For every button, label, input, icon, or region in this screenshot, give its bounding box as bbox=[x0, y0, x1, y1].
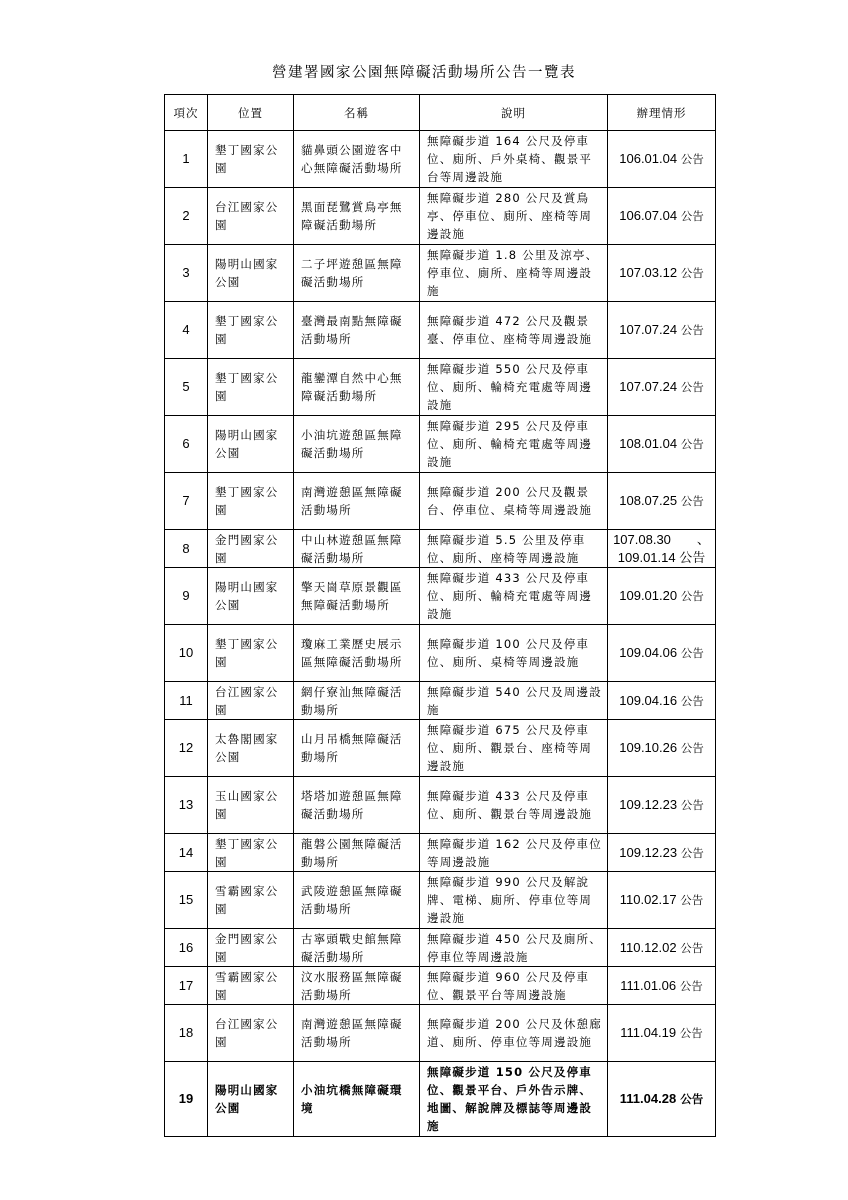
row-location: 台江國家公園 bbox=[208, 1005, 294, 1062]
row-description: 無障礙步道 675 公尺及停車位、廁所、觀景台、座椅等周邊設施 bbox=[420, 720, 608, 777]
status-date: 109.04.16 bbox=[619, 692, 678, 708]
row-no: 17 bbox=[165, 967, 208, 1005]
status-suffix: 公告 bbox=[680, 589, 704, 603]
row-name: 中山林遊憩區無障礙活動場所 bbox=[294, 530, 420, 568]
row-description: 無障礙步道 150 公尺及停車位、觀景平台、戶外告示牌、地圖、解說牌及標誌等周邊設施 bbox=[420, 1062, 608, 1137]
row-status bbox=[608, 245, 716, 302]
row-location: 陽明山國家公園 bbox=[208, 1062, 294, 1137]
row-no: 19 bbox=[165, 1062, 208, 1137]
row-location: 墾丁國家公園 bbox=[208, 131, 294, 188]
row-location: 陽明山國家公園 bbox=[208, 416, 294, 473]
row-location: 墾丁國家公園 bbox=[208, 834, 294, 872]
table-row bbox=[165, 967, 716, 1005]
status-date: 109.01.20 bbox=[619, 588, 678, 603]
row-location: 雪霸國家公園 bbox=[208, 967, 294, 1005]
row-location: 墾丁國家公園 bbox=[208, 473, 294, 530]
table-row bbox=[165, 1062, 716, 1137]
status-date: 110.12.02 bbox=[619, 939, 677, 955]
row-description: 無障礙步道 295 公尺及停車位、廁所、輪椅充電處等周邊設施 bbox=[420, 416, 608, 473]
status-suffix: 公告 bbox=[680, 1092, 704, 1106]
status-date: 106.01.04 bbox=[619, 151, 678, 166]
row-description: 無障礙步道 280 公尺及賞鳥亭、停車位、廁所、座椅等周邊設施 bbox=[420, 188, 608, 245]
row-name: 瓊麻工業歷史展示區無障礙活動場所 bbox=[294, 625, 420, 682]
status-date: 111.04.19 bbox=[620, 1025, 677, 1040]
table-row bbox=[165, 530, 716, 568]
row-status bbox=[608, 625, 716, 682]
row-status bbox=[608, 1062, 716, 1137]
status-suffix: 公告 bbox=[680, 893, 704, 907]
row-name: 臺灣最南點無障礙活動場所 bbox=[294, 302, 420, 359]
table-row bbox=[165, 777, 716, 834]
row-no: 10 bbox=[165, 625, 208, 682]
row-description: 無障礙步道 164 公尺及停車位、廁所、戶外桌椅、觀景平台等周邊設施 bbox=[420, 131, 608, 188]
table-row bbox=[165, 872, 716, 929]
row-no: 5 bbox=[165, 359, 208, 416]
row-location: 墾丁國家公園 bbox=[208, 625, 294, 682]
row-status bbox=[608, 929, 716, 967]
row-status bbox=[608, 473, 716, 530]
row-description: 無障礙步道 540 公尺及周邊設施 bbox=[420, 682, 608, 720]
row-name: 山月吊橋無障礙活動場所 bbox=[294, 720, 420, 777]
row-status bbox=[608, 302, 716, 359]
status-suffix: 公告 bbox=[680, 323, 704, 337]
table-row bbox=[165, 473, 716, 530]
row-location: 陽明山國家公園 bbox=[208, 245, 294, 302]
table-row bbox=[165, 834, 716, 872]
row-no: 8 bbox=[165, 530, 208, 568]
row-no: 11 bbox=[165, 682, 208, 720]
row-no: 7 bbox=[165, 473, 208, 530]
row-no: 2 bbox=[165, 188, 208, 245]
row-status bbox=[608, 720, 716, 777]
status-suffix: 公告 bbox=[680, 152, 704, 166]
header-status: 辦理情形 bbox=[608, 95, 716, 131]
row-name: 網仔寮汕無障礙活動場所 bbox=[294, 682, 420, 720]
row-status bbox=[608, 188, 716, 245]
status-date: 111.01.06 bbox=[620, 977, 677, 993]
table-row bbox=[165, 720, 716, 777]
status-suffix: 公告 bbox=[680, 437, 704, 451]
row-name: 龍磐公園無障礙活動場所 bbox=[294, 834, 420, 872]
status-suffix: 公告 bbox=[680, 693, 704, 708]
row-name: 汶水服務區無障礙活動場所 bbox=[294, 967, 420, 1005]
status-date: 108.07.25 bbox=[619, 493, 678, 508]
announcement-table bbox=[164, 94, 716, 1137]
status-suffix: 公告 bbox=[679, 978, 703, 993]
table-row bbox=[165, 131, 716, 188]
row-name: 南灣遊憩區無障礙活動場所 bbox=[294, 1005, 420, 1062]
row-location: 陽明山國家公園 bbox=[208, 568, 294, 625]
row-description: 無障礙步道 433 公尺及停車位、廁所、輪椅充電處等周邊設施 bbox=[420, 568, 608, 625]
row-name: 武陵遊憩區無障礙活動場所 bbox=[294, 872, 420, 929]
row-name: 擎天崗草原景觀區無障礙活動場所 bbox=[294, 568, 420, 625]
status-date: 110.02.17 bbox=[619, 892, 677, 907]
row-name: 小油坑橋無障礙環境 bbox=[294, 1062, 420, 1137]
row-name: 龍鑾潭自然中心無障礙活動場所 bbox=[294, 359, 420, 416]
status-suffix: 公告 bbox=[680, 266, 704, 280]
row-name: 古寧頭戰史館無障礙活動場所 bbox=[294, 929, 420, 967]
row-status bbox=[608, 1005, 716, 1062]
row-name: 塔塔加遊憩區無障礙活動場所 bbox=[294, 777, 420, 834]
row-no: 13 bbox=[165, 777, 208, 834]
row-description: 無障礙步道 990 公尺及解說牌、電梯、廁所、停車位等周邊設施 bbox=[420, 872, 608, 929]
row-description: 無障礙步道 450 公尺及廁所、停車位等周邊設施 bbox=[420, 929, 608, 967]
row-description: 無障礙步道 200 公尺及休憩廊道、廁所、停車位等周邊設施 bbox=[420, 1005, 608, 1062]
row-description: 無障礙步道 550 公尺及停車位、廁所、輪椅充電處等周邊設施 bbox=[420, 359, 608, 416]
table-row bbox=[165, 1005, 716, 1062]
status-suffix: 公告 bbox=[680, 494, 704, 508]
status-suffix: 公告 bbox=[680, 845, 704, 860]
table-row bbox=[165, 625, 716, 682]
table-body bbox=[165, 131, 716, 1137]
row-description: 無障礙步道 472 公尺及觀景臺、停車位、座椅等周邊設施 bbox=[420, 302, 608, 359]
row-name: 貓鼻頭公園遊客中心無障礙活動場所 bbox=[294, 131, 420, 188]
header-no: 項次 bbox=[165, 95, 208, 131]
status-suffix: 公告 bbox=[680, 798, 704, 812]
table-row bbox=[165, 416, 716, 473]
table-row bbox=[165, 188, 716, 245]
row-name: 南灣遊憩區無障礙活動場所 bbox=[294, 473, 420, 530]
status-date: 109.12.23 bbox=[619, 844, 678, 860]
status-date: 106.07.04 bbox=[619, 208, 678, 223]
row-description: 無障礙步道 200 公尺及觀景台、停車位、桌椅等周邊設施 bbox=[420, 473, 608, 530]
row-no: 14 bbox=[165, 834, 208, 872]
row-location: 金門國家公園 bbox=[208, 929, 294, 967]
row-location: 墾丁國家公園 bbox=[208, 302, 294, 359]
row-status bbox=[608, 131, 716, 188]
row-no: 15 bbox=[165, 872, 208, 929]
status-suffix: 公告 bbox=[680, 940, 704, 955]
status-suffix: 公告 bbox=[680, 209, 704, 223]
row-description: 無障礙步道 960 公尺及停車位、觀景平台等周邊設施 bbox=[420, 967, 608, 1005]
table-row bbox=[165, 682, 716, 720]
table-row bbox=[165, 929, 716, 967]
row-no: 3 bbox=[165, 245, 208, 302]
row-no: 6 bbox=[165, 416, 208, 473]
table-row bbox=[165, 359, 716, 416]
row-location: 台江國家公園 bbox=[208, 188, 294, 245]
row-location: 墾丁國家公園 bbox=[208, 359, 294, 416]
status-date: 107.08.30 、 bbox=[613, 531, 710, 547]
table-header-row bbox=[165, 95, 716, 131]
status-date: 111.04.28 bbox=[619, 1091, 677, 1106]
table-row bbox=[165, 568, 716, 625]
row-name: 黑面琵鷺賞鳥亭無障礙活動場所 bbox=[294, 188, 420, 245]
row-description: 無障礙步道 433 公尺及停車位、廁所、觀景台等周邊設施 bbox=[420, 777, 608, 834]
table-row bbox=[165, 302, 716, 359]
row-no: 18 bbox=[165, 1005, 208, 1062]
status-suffix: 公告 bbox=[680, 380, 704, 394]
row-status bbox=[608, 568, 716, 625]
status-date: 107.07.24 bbox=[619, 322, 678, 337]
row-no: 4 bbox=[165, 302, 208, 359]
page-title: 營建署國家公園無障礙活動場所公告一覽表 bbox=[272, 65, 576, 81]
row-status bbox=[608, 682, 716, 720]
header-description: 說明 bbox=[420, 95, 608, 131]
status-suffix: 公告 bbox=[680, 646, 704, 660]
row-location: 台江國家公園 bbox=[208, 682, 294, 720]
row-status bbox=[608, 530, 716, 568]
status-suffix: 109.01.14 公告 bbox=[617, 549, 706, 565]
row-no: 9 bbox=[165, 568, 208, 625]
row-status bbox=[608, 359, 716, 416]
row-location: 雪霸國家公園 bbox=[208, 872, 294, 929]
header-location: 位置 bbox=[208, 95, 294, 131]
table-row bbox=[165, 245, 716, 302]
status-date: 107.03.12 bbox=[619, 265, 678, 280]
row-name: 二子坪遊憩區無障礙活動場所 bbox=[294, 245, 420, 302]
status-suffix: 公告 bbox=[679, 1026, 703, 1040]
status-date: 107.07.24 bbox=[619, 379, 678, 394]
row-status bbox=[608, 967, 716, 1005]
status-date: 109.04.06 bbox=[619, 645, 678, 660]
status-date: 109.12.23 bbox=[619, 797, 678, 812]
row-name: 小油坑遊憩區無障礙活動場所 bbox=[294, 416, 420, 473]
status-date: 109.10.26 bbox=[619, 740, 678, 755]
row-no: 16 bbox=[165, 929, 208, 967]
row-description: 無障礙步道 5.5 公里及停車位、廁所、座椅等周邊設施 bbox=[420, 530, 608, 568]
row-status bbox=[608, 872, 716, 929]
row-status bbox=[608, 416, 716, 473]
row-status bbox=[608, 834, 716, 872]
row-location: 金門國家公園 bbox=[208, 530, 294, 568]
header-name: 名稱 bbox=[294, 95, 420, 131]
row-no: 1 bbox=[165, 131, 208, 188]
row-location: 太魯閣國家公園 bbox=[208, 720, 294, 777]
status-suffix: 公告 bbox=[680, 741, 704, 755]
row-description: 無障礙步道 1.8 公里及涼亭、停車位、廁所、座椅等周邊設施 bbox=[420, 245, 608, 302]
row-status bbox=[608, 777, 716, 834]
row-no: 12 bbox=[165, 720, 208, 777]
row-description: 無障礙步道 100 公尺及停車位、廁所、桌椅等周邊設施 bbox=[420, 625, 608, 682]
row-location: 玉山國家公園 bbox=[208, 777, 294, 834]
status-date: 108.01.04 bbox=[619, 436, 678, 451]
row-description: 無障礙步道 162 公尺及停車位等周邊設施 bbox=[420, 834, 608, 872]
